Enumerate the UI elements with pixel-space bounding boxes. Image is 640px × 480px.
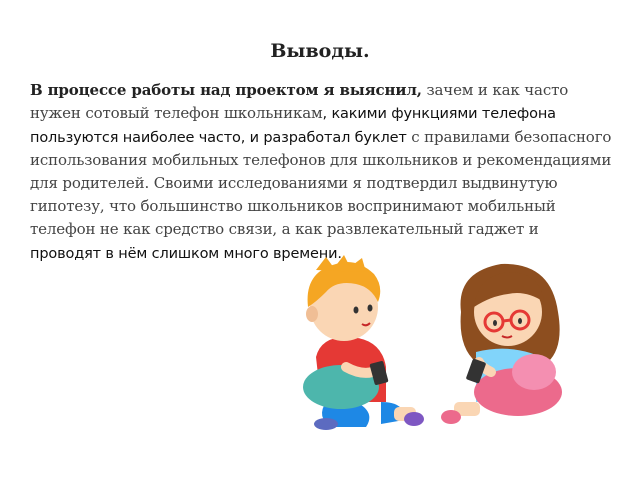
girl-figure bbox=[441, 264, 562, 424]
paragraph-part-2: зачем и как часто нужен сотовый телефон школьникам bbox=[30, 81, 569, 122]
paragraph-part-4: с правилами безопасного использования мобильных телефонов для школьников и рекомендациями для родителей. Своими исследованиями я подтвердил выдвинутую гипотезу, что большинство школьников воспринимают мобильный телефон не как средство связи, а как развлекательный гаджет и bbox=[30, 127, 612, 238]
paragraph-part-5: проводят в нём слишком много времени. bbox=[30, 245, 342, 262]
paragraph-part-3: , какими функциями телефона пользуются наиболее часто, и разработал буклет bbox=[30, 105, 556, 146]
slide-title: Выводы. bbox=[270, 40, 370, 62]
boy-figure bbox=[303, 255, 424, 430]
paragraph-lead: В процессе работы над проектом я выяснил, bbox=[30, 81, 422, 99]
conclusion-paragraph bbox=[30, 79, 612, 265]
children-with-phones-illustration bbox=[286, 252, 602, 436]
